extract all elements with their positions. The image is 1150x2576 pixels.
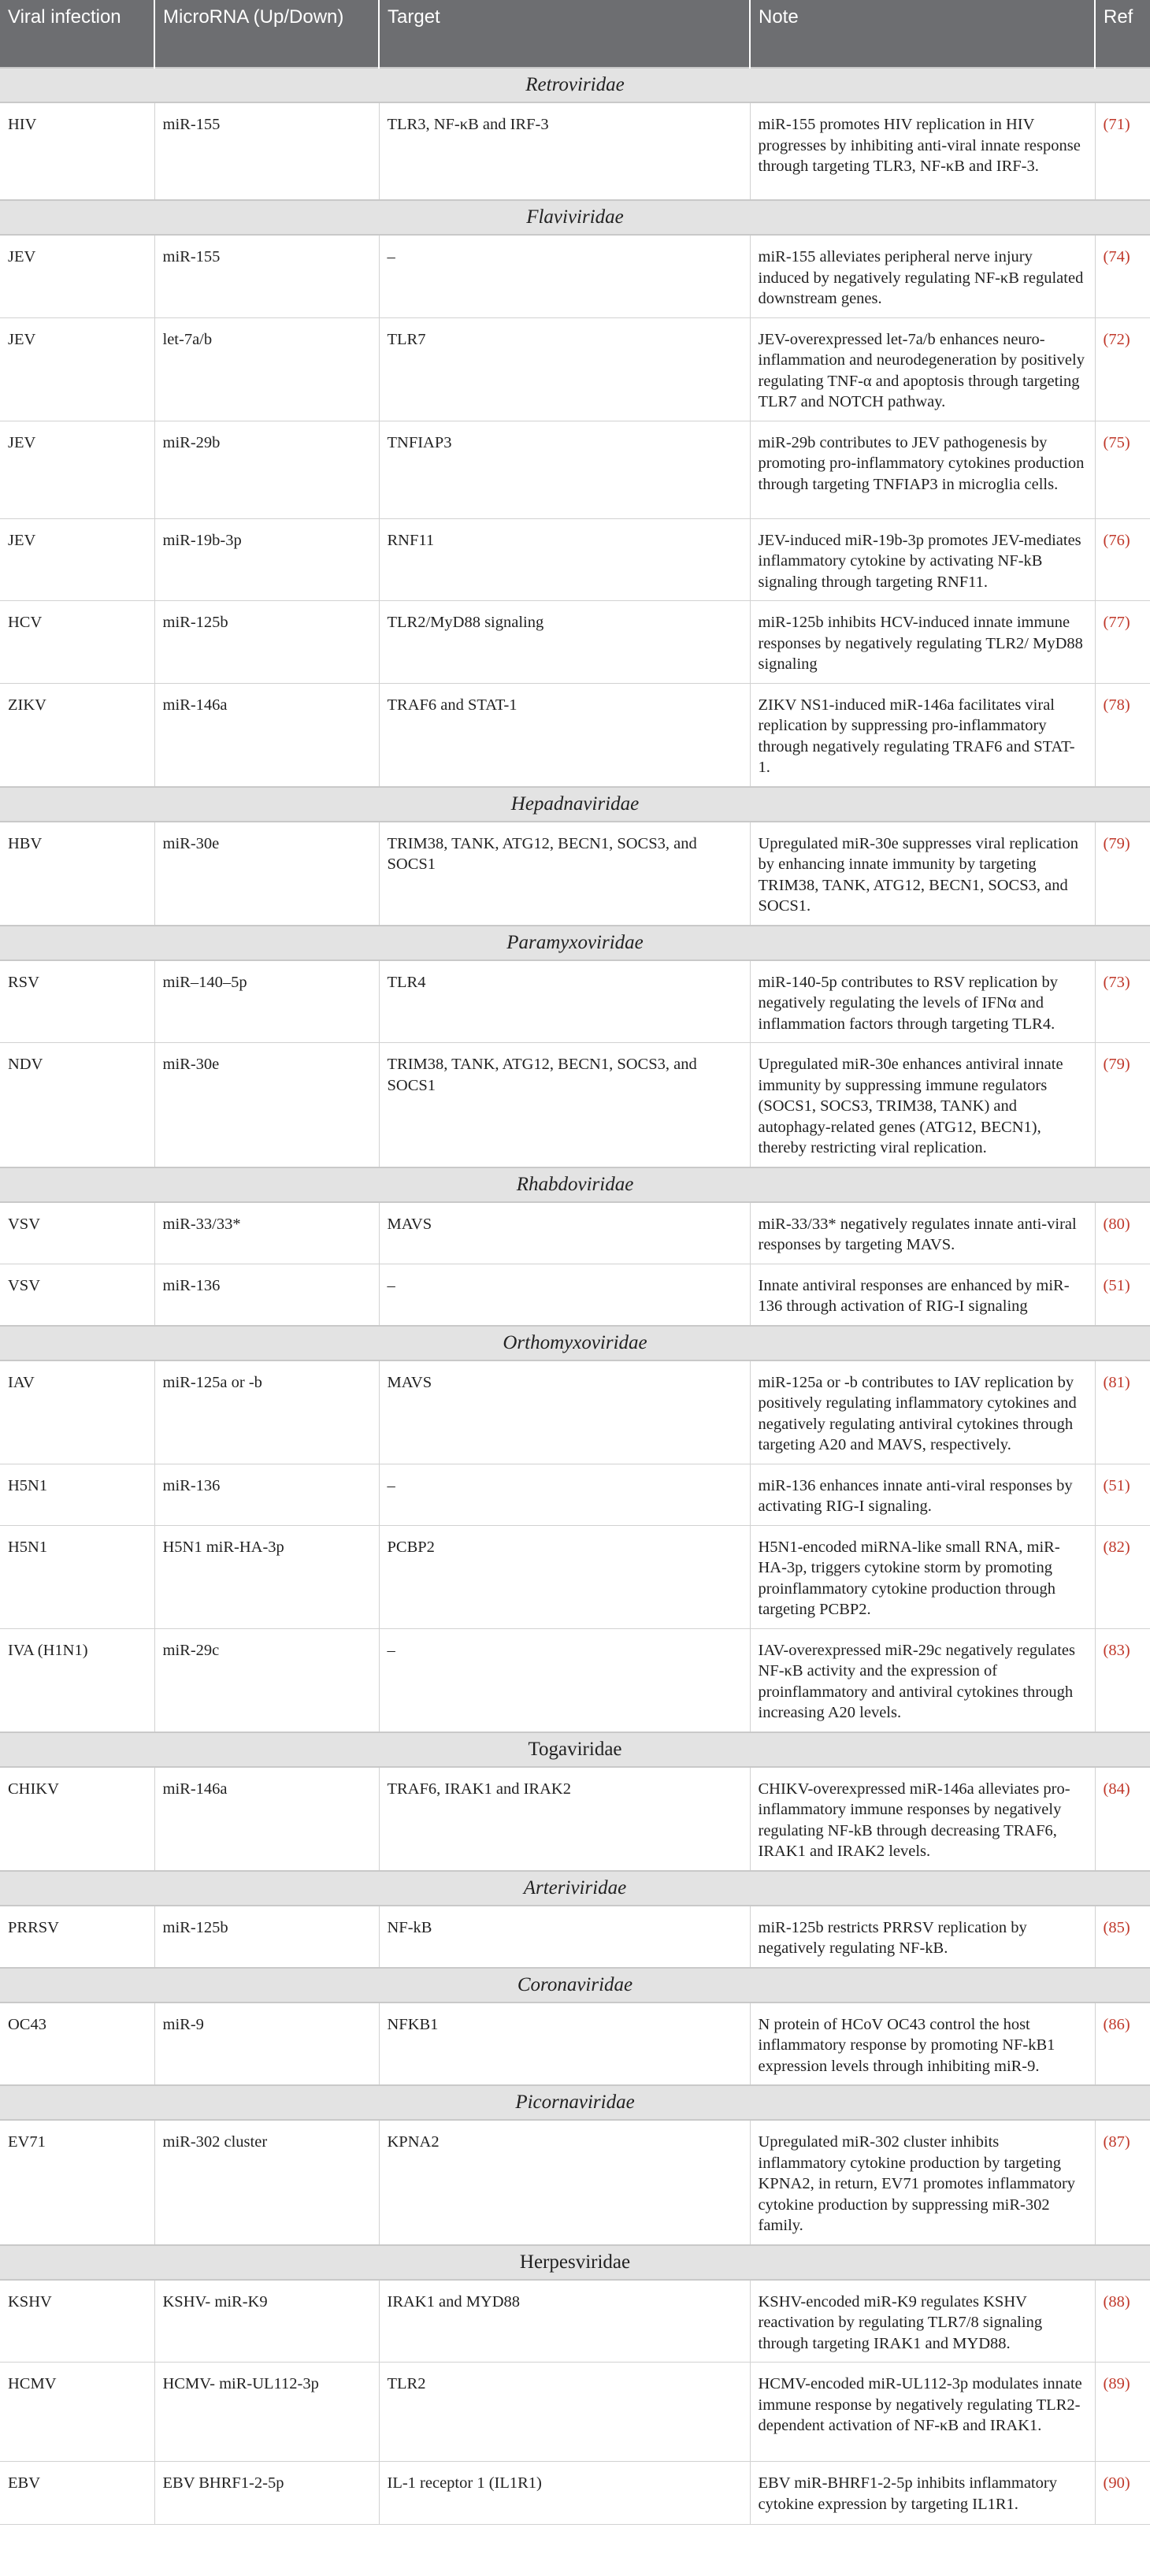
cell-microrna: miR-302 cluster [154,2120,379,2245]
cell-microrna: miR-33/33* [154,1202,379,1264]
cell-target: – [379,1264,750,1326]
table-row [0,2363,1150,2462]
cell-microrna: miR-136 [154,1264,379,1326]
cell-ref[interactable]: (80) [1095,1202,1150,1264]
cell-viral-infection: JEV [0,518,154,601]
cell-target: – [379,235,750,317]
cell-ref[interactable]: (88) [1095,2280,1150,2363]
cell-microrna: miR-146a [154,1767,379,1871]
cell-viral-infection: JEV [0,421,154,518]
table-row [0,2003,1150,2086]
cell-target: RNF11 [379,518,750,601]
table-row [0,1464,1150,1525]
cell-viral-infection: HCMV [0,2363,154,2462]
cell-target: TRIM38, TANK, ATG12, BECN1, SOCS3, and SOCS1 [379,1043,750,1167]
cell-target: NFKB1 [379,2003,750,2086]
table-row [0,960,1150,1043]
cell-viral-infection: EBV [0,2462,154,2525]
cell-ref[interactable]: (75) [1095,421,1150,518]
family-name: Togaviridae [0,1732,1150,1767]
cell-microrna: miR-155 [154,235,379,317]
cell-viral-infection: HCV [0,601,154,684]
cell-target: – [379,1464,750,1525]
cell-viral-infection: EV71 [0,2120,154,2245]
family-name: Orthomyxoviridae [0,1326,1150,1360]
cell-ref[interactable]: (89) [1095,2363,1150,2462]
cell-viral-infection: ZIKV [0,683,154,787]
cell-target: TRAF6, IRAK1 and IRAK2 [379,1767,750,1871]
cell-microrna: miR-125b [154,601,379,684]
family-name: Retroviridae [0,68,1150,102]
cell-viral-infection: VSV [0,1202,154,1264]
header-row [0,0,1150,68]
cell-ref[interactable]: (76) [1095,518,1150,601]
cell-viral-infection: H5N1 [0,1525,154,1628]
cell-ref[interactable]: (81) [1095,1360,1150,1464]
cell-note: miR-125b inhibits HCV-induced innate immune responses by negatively regulating TLR2/ MyD88 signaling [750,601,1095,684]
cell-microrna: miR-125a or -b [154,1360,379,1464]
table-row [0,102,1150,200]
cell-viral-infection: NDV [0,1043,154,1167]
cell-target: MAVS [379,1360,750,1464]
cell-microrna: EBV BHRF1-2-5p [154,2462,379,2525]
cell-microrna: HCMV- miR-UL112-3p [154,2363,379,2462]
cell-note: miR-125b restricts PRRSV replication by negatively regulating NF-kB. [750,1906,1095,1968]
header-note: Note [750,0,1095,68]
cell-target: TLR4 [379,960,750,1043]
cell-target: MAVS [379,1202,750,1264]
family-group-row [0,68,1150,102]
cell-microrna: miR-29b [154,421,379,518]
header-microrna: MicroRNA (Up/Down) [154,0,379,68]
family-name: Coronaviridae [0,1968,1150,2003]
cell-note: ZIKV NS1-induced miR-146a facilitates viral replication by suppressing pro-inflammatory through negatively regulating TRAF6 and STAT-1. [750,683,1095,787]
table-row [0,2280,1150,2363]
cell-viral-infection: VSV [0,1264,154,1326]
table-row [0,1360,1150,1464]
table-row [0,317,1150,421]
cell-ref[interactable]: (79) [1095,822,1150,926]
cell-viral-infection: IVA (H1N1) [0,1628,154,1732]
table-row [0,822,1150,926]
cell-note: miR-140-5p contributes to RSV replication by negatively regulating the levels of IFNα and inflammation factors through targeting TLR4. [750,960,1095,1043]
cell-target: PCBP2 [379,1525,750,1628]
cell-ref[interactable]: (82) [1095,1525,1150,1628]
family-name: Flaviviridae [0,200,1150,235]
cell-target: TRIM38, TANK, ATG12, BECN1, SOCS3, and SOCS1 [379,822,750,926]
cell-microrna: miR-9 [154,2003,379,2086]
cell-microrna: miR-146a [154,683,379,787]
cell-viral-infection: CHIKV [0,1767,154,1871]
cell-ref[interactable]: (86) [1095,2003,1150,2086]
cell-note: Upregulated miR-302 cluster inhibits inflammatory cytokine production by targeting KPNA2, in return, EV71 promotes inflammatory cytokine production by suppressing miR-302 family. [750,2120,1095,2245]
header-target: Target [379,0,750,68]
cell-viral-infection: HBV [0,822,154,926]
cell-microrna: miR-155 [154,102,379,200]
cell-viral-infection: JEV [0,317,154,421]
family-name: Picornaviridae [0,2085,1150,2120]
cell-viral-infection: KSHV [0,2280,154,2363]
cell-ref[interactable]: (87) [1095,2120,1150,2245]
cell-microrna: H5N1 miR-HA-3p [154,1525,379,1628]
cell-microrna: miR-136 [154,1464,379,1525]
cell-viral-infection: H5N1 [0,1464,154,1525]
cell-ref[interactable]: (84) [1095,1767,1150,1871]
cell-target: TRAF6 and STAT-1 [379,683,750,787]
cell-viral-infection: HIV [0,102,154,200]
cell-target: TLR7 [379,317,750,421]
family-group-row [0,2085,1150,2120]
cell-target: NF-kB [379,1906,750,1968]
family-group-row [0,1968,1150,2003]
cell-note: Upregulated miR-30e suppresses viral replication by enhancing innate immunity by targeting TRIM38, TANK, ATG12, BECN1, SOCS3, and SOCS1. [750,822,1095,926]
header-viral-infection: Viral infection [0,0,154,68]
family-group-row [0,1167,1150,1202]
cell-ref[interactable]: (90) [1095,2462,1150,2525]
cell-note: miR-125a or -b contributes to IAV replication by positively regulating inflammatory cytokines and negatively regulating antiviral cytokines through targeting A20 and MAVS, respectively. [750,1360,1095,1464]
family-group-row [0,1326,1150,1360]
cell-note: N protein of HCoV OC43 control the host inflammatory response by promoting NF-kB1 expression levels through inhibiting miR-9. [750,2003,1095,2086]
family-name: Arteriviridae [0,1871,1150,1906]
table-row [0,2462,1150,2525]
cell-viral-infection: IAV [0,1360,154,1464]
cell-note: Innate antiviral responses are enhanced by miR-136 through activation of RIG-I signaling [750,1264,1095,1326]
cell-note: miR-33/33* negatively regulates innate anti-viral responses by targeting MAVS. [750,1202,1095,1264]
cell-note: EBV miR-BHRF1-2-5p inhibits inflammatory cytokine expression by targeting IL1R1. [750,2462,1095,2525]
table-row [0,235,1150,317]
cell-microrna: miR-30e [154,1043,379,1167]
cell-target: TNFIAP3 [379,421,750,518]
cell-ref[interactable]: (83) [1095,1628,1150,1732]
table-body [0,68,1150,2525]
cell-viral-infection: RSV [0,960,154,1043]
cell-ref[interactable]: (79) [1095,1043,1150,1167]
cell-microrna: KSHV- miR-K9 [154,2280,379,2363]
family-name: Herpesviridae [0,2245,1150,2280]
cell-note: miR-155 alleviates peripheral nerve injury induced by negatively regulating NF-κB regulated downstream genes. [750,235,1095,317]
cell-target: KPNA2 [379,2120,750,2245]
header-ref: Ref [1095,0,1150,68]
cell-microrna: miR–140–5p [154,960,379,1043]
cell-target: – [379,1628,750,1732]
cell-ref[interactable]: (78) [1095,683,1150,787]
cell-ref[interactable]: (51) [1095,1464,1150,1525]
family-group-row [0,200,1150,235]
table-row [0,1525,1150,1628]
cell-microrna: miR-19b-3p [154,518,379,601]
cell-microrna: miR-29c [154,1628,379,1732]
cell-microrna: miR-125b [154,1906,379,1968]
cell-target: IRAK1 and MYD88 [379,2280,750,2363]
cell-ref[interactable]: (72) [1095,317,1150,421]
family-group-row [0,926,1150,960]
family-group-row [0,787,1150,822]
cell-microrna: let-7a/b [154,317,379,421]
family-name: Rhabdoviridae [0,1167,1150,1202]
cell-microrna: miR-30e [154,822,379,926]
cell-ref[interactable]: (71) [1095,102,1150,200]
table-row [0,1202,1150,1264]
cell-note: KSHV-encoded miR-K9 regulates KSHV reactivation by regulating TLR7/8 signaling through targeting IRAK1 and MYD88. [750,2280,1095,2363]
table-row [0,601,1150,684]
table-row [0,2120,1150,2245]
cell-target: IL-1 receptor 1 (IL1R1) [379,2462,750,2525]
cell-target: TLR2/MyD88 signaling [379,601,750,684]
cell-target: TLR2 [379,2363,750,2462]
cell-viral-infection: PRRSV [0,1906,154,1968]
family-group-row [0,1871,1150,1906]
cell-note: JEV-induced miR-19b-3p promotes JEV-mediates inflammatory cytokine by activating NF-kB signaling through targeting RNF11. [750,518,1095,601]
cell-ref[interactable]: (73) [1095,960,1150,1043]
cell-note: miR-155 promotes HIV replication in HIV progresses by inhibiting anti-viral innate response through targeting TLR3, NF-κB and IRF-3. [750,102,1095,200]
table-row [0,1264,1150,1326]
cell-target: TLR3, NF-κB and IRF-3 [379,102,750,200]
table-row [0,518,1150,601]
cell-note: HCMV-encoded miR-UL112-3p modulates innate immune response by negatively regulating TLR2-dependent activation of NF-κB and IRAK1. [750,2363,1095,2462]
cell-ref[interactable]: (51) [1095,1264,1150,1326]
table-row [0,1628,1150,1732]
cell-ref[interactable]: (77) [1095,601,1150,684]
table-header [0,0,1150,68]
cell-note: JEV-overexpressed let-7a/b enhances neuro-inflammation and neurodegeneration by positively regulating TNF-α and apoptosis through targeting TLR7 and NOTCH pathway. [750,317,1095,421]
cell-viral-infection: JEV [0,235,154,317]
cell-viral-infection: OC43 [0,2003,154,2086]
cell-note: H5N1-encoded miRNA-like small RNA, miR-HA-3p, triggers cytokine storm by promoting proinflammatory cytokine production through targeting PCBP2. [750,1525,1095,1628]
cell-note: Upregulated miR-30e enhances antiviral innate immunity by suppressing immune regulators (SOCS1, SOCS3, TRIM38, TANK) and autophagy-related genes (ATG12, BECN1), thereby restricting viral replication. [750,1043,1095,1167]
family-group-row [0,2245,1150,2280]
table-row [0,421,1150,518]
cell-note: IAV-overexpressed miR-29c negatively regulates NF-κB activity and the expression of proinflammatory and antiviral cytokines through increasing A20 levels. [750,1628,1095,1732]
cell-ref[interactable]: (74) [1095,235,1150,317]
cell-note: CHIKV-overexpressed miR-146a alleviates pro-inflammatory immune responses by negatively regulating NF-kB through decreasing TRAF6, IRAK1 and IRAK2 levels. [750,1767,1095,1871]
cell-note: miR-29b contributes to JEV pathogenesis by promoting pro-inflammatory cytokines production through targeting TNFIAP3 in microglia cells. [750,421,1095,518]
cell-note: miR-136 enhances innate anti-viral responses by activating RIG-I signaling. [750,1464,1095,1525]
family-name: Hepadnaviridae [0,787,1150,822]
table-row [0,1043,1150,1167]
table-row [0,683,1150,787]
cell-ref[interactable]: (85) [1095,1906,1150,1968]
family-group-row [0,1732,1150,1767]
table-row [0,1767,1150,1871]
family-name: Paramyxoviridae [0,926,1150,960]
table-row [0,1906,1150,1968]
